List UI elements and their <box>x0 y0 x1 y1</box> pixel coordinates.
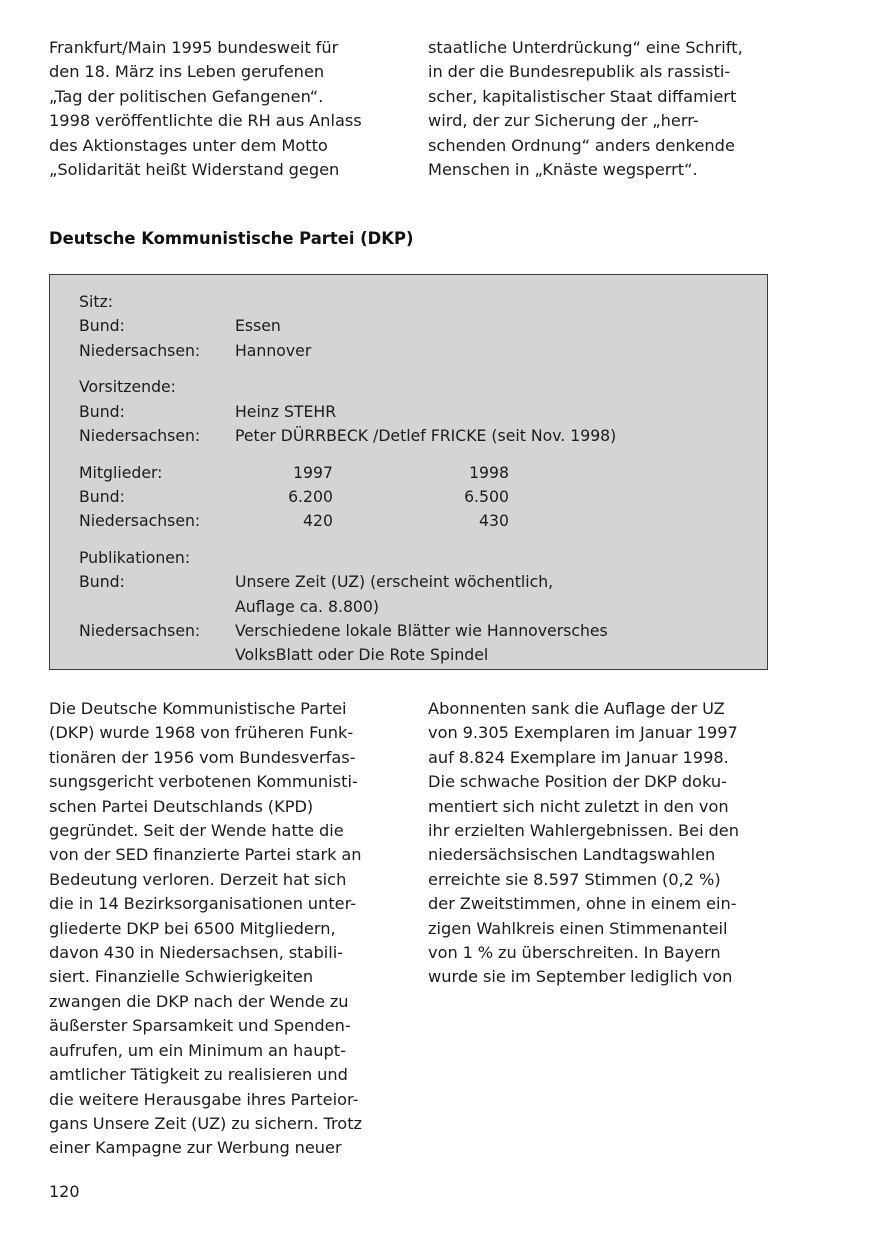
text-line: tionären der 1956 vom Bundesverfas- <box>49 747 356 767</box>
row-value: Unsere Zeit (UZ) (erscheint wöchentlich, <box>235 572 554 592</box>
bottom-right-paragraph <box>428 697 775 990</box>
text-line: zwangen die DKP nach der Wende zu <box>49 991 349 1011</box>
top-right-paragraph <box>428 36 775 182</box>
text-line: niedersächsischen Landtagswahlen <box>428 845 716 865</box>
text-line: zigen Wahlkreis einen Stimmenanteil <box>428 918 728 938</box>
value-1997: 420 <box>303 511 333 531</box>
text-line: siert. Finanzielle Schwierigkeiten <box>49 967 314 987</box>
info-row <box>79 339 757 363</box>
info-group-vorsitzende <box>79 375 757 448</box>
membership-label: Mitglieder: <box>79 462 163 482</box>
bottom-left-paragraph <box>49 697 396 1161</box>
text-line: gans Unsere Zeit (UZ) zu sichern. Trotz <box>49 1113 363 1133</box>
row-label: Niedersachsen: <box>79 425 201 445</box>
info-group-title-row <box>79 290 757 314</box>
top-text-columns <box>49 36 824 182</box>
text-line: die weitere Herausgabe ihres Parteior- <box>49 1089 359 1109</box>
row-label: Niedersachsen: <box>79 340 201 360</box>
text-line: des Aktionstages unter dem Motto <box>49 135 328 155</box>
text-line: wurde sie im September lediglich von <box>428 967 733 987</box>
text-line: Abonnenten sank die Auflage der UZ <box>428 699 725 718</box>
info-group-publikationen <box>79 546 757 667</box>
text-line: auf 8.824 Exemplare im Januar 1998. <box>428 747 729 767</box>
row-value: Peter DÜRRBECK /Detlef FRICKE (seit Nov. 1998) <box>235 425 617 445</box>
membership-year-1997: 1997 <box>293 462 333 482</box>
text-line: schen Partei Deutschlands (KPD) <box>49 796 314 816</box>
row-label: Niedersachsen: <box>79 621 201 641</box>
row-value: Hannover <box>235 340 312 360</box>
info-row-continuation <box>79 595 757 619</box>
row-label: Niedersachsen: <box>79 511 201 531</box>
text-line: amtlicher Tätigkeit zu realisieren und <box>49 1065 348 1085</box>
text-line: einer Kampagne zur Werbung neuer <box>49 1138 342 1158</box>
row-value: Essen <box>235 316 281 336</box>
text-line: davon 430 in Niedersachsen, stabili- <box>49 943 344 963</box>
text-line: „Tag der politischen Gefangenen“. <box>49 86 324 106</box>
top-right-column <box>428 36 775 182</box>
top-left-column <box>49 36 396 182</box>
text-line: mentiert sich nicht zuletzt in den von <box>428 796 729 816</box>
text-line: staatliche Unterdrückung“ eine Schrift, <box>428 38 743 57</box>
section-heading: Deutsche Kommunistische Partei (DKP) <box>49 229 414 248</box>
row-label: Bund: <box>79 572 125 592</box>
party-info-content <box>79 290 757 668</box>
info-row <box>79 424 757 448</box>
text-line: den 18. März ins Leben gerufenen <box>49 62 325 82</box>
info-group-title-row <box>79 546 757 570</box>
bottom-left-column <box>49 697 396 1161</box>
text-line: die in 14 Bezirksorganisationen unter- <box>49 894 357 914</box>
text-line: äußerster Sparsamkeit und Spenden- <box>49 1016 351 1036</box>
bottom-text-columns <box>49 697 824 1161</box>
text-line: (DKP) wurde 1968 von früheren Funk- <box>49 723 354 743</box>
membership-row-bund <box>79 485 757 509</box>
info-row <box>79 619 757 643</box>
text-line: gliederte DKP bei 6500 Mitgliedern, <box>49 918 336 938</box>
text-line: erreichte sie 8.597 Stimmen (0,2 %) <box>428 869 721 889</box>
bottom-right-column <box>428 697 775 1161</box>
info-group-mitglieder <box>79 461 757 534</box>
text-line: in der die Bundesrepublik als rassisti- <box>428 62 731 82</box>
text-line: schenden Ordnung“ anders denkende <box>428 135 735 155</box>
membership-row-niedersachsen <box>79 509 757 533</box>
text-line: Die schwache Position der DKP doku- <box>428 772 727 792</box>
info-row-continuation <box>79 643 757 667</box>
row-label: Bund: <box>79 401 125 421</box>
text-line: 1998 veröffentlichte die RH aus Anlass <box>49 111 362 131</box>
row-value-continued: VolksBlatt oder Die Rote Spindel <box>235 645 489 665</box>
membership-header-row <box>79 461 757 485</box>
value-1998: 430 <box>479 511 509 531</box>
text-line: gegründet. Seit der Wende hatte die <box>49 821 344 841</box>
row-label: Bund: <box>79 316 125 336</box>
party-info-box <box>49 274 768 670</box>
text-line: wird, der zur Sicherung der „herr- <box>428 111 699 131</box>
membership-year-1998: 1998 <box>469 462 509 482</box>
text-line: Frankfurt/Main 1995 bundesweit für <box>49 38 339 57</box>
row-value-continued: Auflage ca. 8.800) <box>235 596 380 616</box>
group-title: Vorsitzende: <box>79 377 176 397</box>
text-line: „Solidarität heißt Widerstand gegen <box>49 160 340 180</box>
text-line: ihr erzielten Wahlergebnissen. Bei den <box>428 821 739 841</box>
group-title: Sitz: <box>79 292 113 311</box>
value-1997: 6.200 <box>288 487 333 507</box>
page-number: 120 <box>49 1182 80 1201</box>
text-line: Bedeutung verloren. Derzeit hat sich <box>49 869 347 889</box>
info-row <box>79 314 757 338</box>
text-line: von 1 % zu überschreiten. In Bayern <box>428 943 721 963</box>
text-line: aufrufen, um ein Minimum an haupt- <box>49 1040 346 1060</box>
info-group-title-row <box>79 375 757 399</box>
info-row <box>79 570 757 594</box>
row-label: Bund: <box>79 487 125 507</box>
text-line: der Zweitstimmen, ohne in einem ein- <box>428 894 737 914</box>
row-value: Heinz STEHR <box>235 401 337 421</box>
text-line: Die Deutsche Kommunistische Partei <box>49 699 347 718</box>
row-value: Verschiedene lokale Blätter wie Hannoversches <box>235 621 608 641</box>
group-title: Publikationen: <box>79 548 191 568</box>
top-left-paragraph <box>49 36 396 182</box>
text-line: scher, kapitalistischer Staat diffamiert <box>428 86 737 106</box>
value-1998: 6.500 <box>464 487 509 507</box>
text-line: von der SED finanzierte Partei stark an <box>49 845 362 865</box>
info-group-sitz <box>79 290 757 363</box>
text-line: Menschen in „Knäste wegsperrt“. <box>428 160 698 180</box>
info-row <box>79 400 757 424</box>
text-line: von 9.305 Exemplaren im Januar 1997 <box>428 723 738 743</box>
text-line: sungsgericht verbotenen Kommunisti- <box>49 772 358 792</box>
